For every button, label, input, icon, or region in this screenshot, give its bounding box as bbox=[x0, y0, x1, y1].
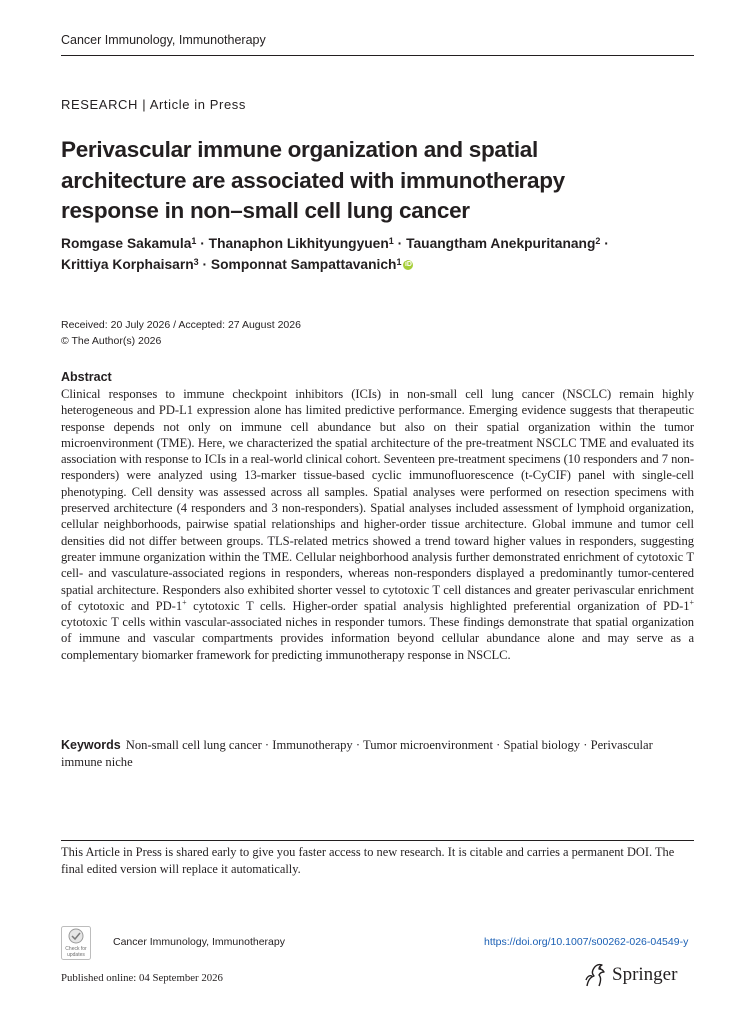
abstract-text: cytotoxic T cells within vascular-associated niches in responder tumors. These findings demonstrate that spatial organization of immune and vascular compartments provides information beyond cellular abundance alone and may serve as a complementary biomarker framework for predicting immunotherapy response in NSCLC. bbox=[61, 615, 694, 662]
journal-header: Cancer Immunology, Immunotherapy bbox=[61, 33, 266, 47]
check-for-updates-icon[interactable] bbox=[61, 926, 91, 960]
received-accepted: Received: 20 July 2026 / Accepted: 27 August 2026 bbox=[61, 319, 301, 331]
article-in-press-notice: This Article in Press is shared early to give you faster access to new research. It is citable and carries a permanent DOI. The final edited version will replace it automatically. bbox=[61, 845, 675, 876]
orcid-icon[interactable]: iD bbox=[404, 261, 412, 269]
superscript: + bbox=[182, 597, 187, 607]
author-name[interactable]: Tauangtham Anekpuritanang bbox=[406, 236, 596, 251]
author-list: Romgase Sakamula$^1$ · Thanaphon Likhityungyuen$^1$ · Tauangtham Anekpuritanang$^2$ · Krittiya Korphaisarn$^3$ · Somponnat Sampattavanich$^1$ iD bbox=[61, 236, 609, 272]
article-type: RESEARCH | Article in Press bbox=[61, 97, 247, 112]
author-affiliation: 1 bbox=[396, 257, 402, 267]
keywords-text: Non-small cell lung cancer · Immunotherapy · Tumor microenvironment · Spatial biology · Perivascular immune niche bbox=[61, 738, 653, 769]
doi-link[interactable]: https://doi.org/10.1007/s00262-026-04549-y bbox=[484, 936, 689, 948]
keywords-label: Keywords bbox=[61, 738, 121, 752]
article-dates bbox=[61, 317, 301, 349]
article-title: Perivascular immune organization and spatial architecture are associated with immunotherapy response in non–small cell lung cancer bbox=[61, 137, 565, 223]
springer-wordmark: Springer bbox=[612, 964, 678, 985]
notice-rule bbox=[61, 840, 694, 841]
author-name[interactable]: Somponnat Sampattavanich bbox=[210, 257, 397, 272]
published-date: Published online: 04 September 2026 bbox=[61, 972, 223, 984]
svg-text:updates: updates bbox=[67, 952, 85, 958]
springer-horse-icon bbox=[583, 962, 607, 988]
author-affiliation: 1 bbox=[388, 236, 394, 246]
abstract-text: cytotoxic T cells. Higher-order spatial analysis highlighted preferential organization of PD-1 bbox=[186, 598, 690, 613]
author-affiliation: 2 bbox=[595, 236, 601, 246]
author-name[interactable]: Krittiya Korphaisarn bbox=[61, 257, 194, 272]
author-affiliation: 1 bbox=[191, 236, 197, 246]
author-name[interactable]: Romgase Sakamula bbox=[61, 236, 192, 251]
superscript: + bbox=[689, 597, 695, 607]
header-rule bbox=[61, 55, 694, 56]
keywords bbox=[61, 737, 681, 771]
abstract-text: Clinical responses to immune checkpoint inhibitors (ICIs) in non-small cell lung cancer (NSCLC) remain highly heterogeneous and PD-L1 expression alone has limited predictive performance. Emerging evidence suggests that therapeutic response depends not only on immune cell abundance but also on their spatial organization within the tumor microenvironment (TME). Here, we characterized the spatial architecture of the pre-treatment NSCLC TME and evaluated its association with response to ICIs in a real-world clinical cohort. Seventeen pre-treatment specimens (10 responders and 7 non-responders) were analyzed using 13-marker tissue-based cyclic immunofluorescence (t-CyCIF) panel with single-cell phenotyping. Cell density was assessed across all samples. Spatial analyses were performed on resection specimens with preserved architecture (4 responders and 3 non-responders). Spatial analyses included assessment of lymphoid organization, cellular neighborhoods, pairwise spatial relationships and higher-order tissue architecture. Global immune and tumor cell densities did not differ between groups. TLS-related metrics showed a trend toward higher values in responders, suggesting greater immune organization within the TME. Cellular neighborhood analysis further demonstrated enrichment of cytotoxic T cell- and vasculature-associated regions in responders, whereas non-responders displayed a predominantly tumor-centered spatial architecture. Responders also exhibited shorter vessel to cytotoxic T cell distances and greater perivascular enrichment of cytotoxic and PD-1 bbox=[61, 387, 694, 613]
abstract-body bbox=[61, 386, 694, 663]
copyright: © The Author(s) 2026 bbox=[61, 335, 162, 347]
springer-logo bbox=[583, 961, 677, 989]
svg-text:Check for: Check for bbox=[65, 946, 87, 952]
author-affiliation: 3 bbox=[193, 257, 199, 267]
author-name[interactable]: Thanaphon Likhityungyuen bbox=[208, 236, 389, 251]
footer-journal: Cancer Immunology, Immunotherapy bbox=[113, 936, 285, 948]
abstract-heading: Abstract bbox=[61, 370, 112, 384]
